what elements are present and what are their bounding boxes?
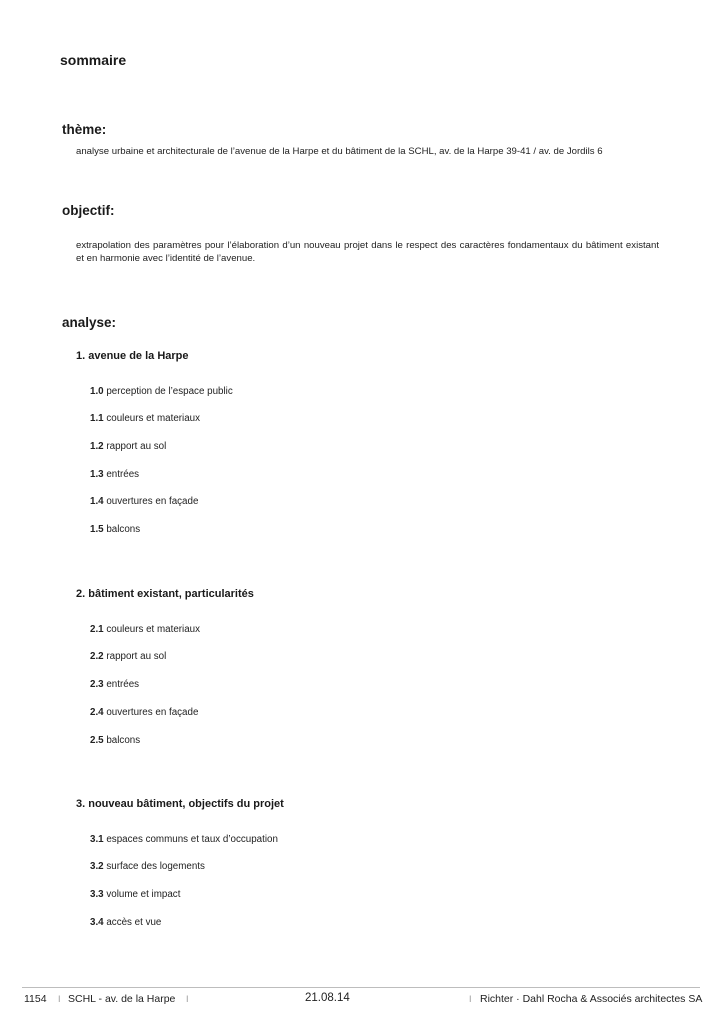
toc-item-number: 3.1 bbox=[90, 834, 104, 845]
toc-item[interactable] bbox=[90, 889, 180, 900]
toc-item[interactable] bbox=[90, 386, 233, 397]
section-title: 1. avenue de la Harpe bbox=[76, 350, 189, 362]
toc-item-number: 1.4 bbox=[90, 496, 104, 507]
toc-item[interactable] bbox=[90, 524, 140, 535]
toc-item-label: volume et impact bbox=[106, 889, 181, 900]
toc-item-label: accès et vue bbox=[106, 917, 162, 928]
toc-item-label: rapport au sol bbox=[106, 441, 167, 452]
objectif-text: extrapolation des paramètres pour l’élaboration d’un nouveau projet dans le respect des caractères fondamentaux du bâtiment existant et en harmonie avec l’identité de l’avenue. bbox=[76, 240, 659, 264]
footer-firm: Richter · Dahl Rocha & Associés architectes SA bbox=[480, 993, 703, 1005]
toc-item[interactable] bbox=[90, 469, 139, 480]
toc-item-label: ouvertures en façade bbox=[106, 496, 199, 507]
toc-item-number: 1.3 bbox=[90, 469, 104, 480]
toc-item[interactable] bbox=[90, 441, 166, 452]
page-title: sommaire bbox=[60, 52, 127, 68]
toc-item-number: 2.1 bbox=[90, 624, 104, 635]
section-title: 2. bâtiment existant, particularités bbox=[76, 588, 254, 600]
footer-page-number: 1154 bbox=[24, 993, 47, 1005]
toc-item-number: 1.1 bbox=[90, 413, 104, 424]
toc-item[interactable] bbox=[90, 707, 198, 718]
toc-item-label: rapport au sol bbox=[106, 651, 167, 662]
toc-item-label: entrées bbox=[106, 469, 140, 480]
toc-item-number: 1.5 bbox=[90, 524, 104, 535]
footer-separator: I bbox=[58, 994, 61, 1004]
toc-item-number: 3.2 bbox=[90, 861, 104, 872]
toc-item-number: 2.2 bbox=[90, 651, 104, 662]
toc-item-number: 3.3 bbox=[90, 889, 104, 900]
toc-item-label: ouvertures en façade bbox=[106, 707, 199, 718]
toc-item-number: 1.2 bbox=[90, 441, 104, 452]
toc-item-number: 1.0 bbox=[90, 386, 104, 397]
toc-item-label: perception de l’espace public bbox=[106, 386, 233, 397]
objectif-heading: objectif: bbox=[62, 203, 115, 218]
toc-item-label: espaces communs et taux d’occupation bbox=[106, 834, 278, 845]
toc-item-number: 3.4 bbox=[90, 917, 104, 928]
footer-date: 21.08.14 bbox=[305, 992, 350, 1004]
analyse-heading: analyse: bbox=[62, 315, 117, 330]
toc-item-label: balcons bbox=[106, 524, 141, 535]
toc-item-number: 2.5 bbox=[90, 735, 104, 746]
footer-separator: I bbox=[469, 994, 472, 1004]
toc-item-label: surface des logements bbox=[106, 861, 205, 872]
toc-item-label: couleurs et materiaux bbox=[106, 413, 201, 424]
footer-divider bbox=[22, 987, 700, 988]
toc-item-label: entrées bbox=[106, 679, 140, 690]
footer-project: SCHL - av. de la Harpe bbox=[68, 993, 176, 1005]
section-title: 3. nouveau bâtiment, objectifs du projet bbox=[76, 798, 284, 810]
toc-item[interactable] bbox=[90, 651, 166, 662]
toc-item[interactable] bbox=[90, 917, 161, 928]
toc-item[interactable] bbox=[90, 496, 198, 507]
toc-item[interactable] bbox=[90, 861, 205, 872]
toc-item-number: 2.4 bbox=[90, 707, 104, 718]
toc-item[interactable] bbox=[90, 624, 200, 635]
toc-item-label: balcons bbox=[106, 735, 141, 746]
toc-item[interactable] bbox=[90, 834, 278, 845]
toc-item-label: couleurs et materiaux bbox=[106, 624, 201, 635]
toc-item[interactable] bbox=[90, 679, 139, 690]
toc-item[interactable] bbox=[90, 735, 140, 746]
theme-heading: thème: bbox=[62, 122, 107, 137]
theme-text: analyse urbaine et architecturale de l’avenue de la Harpe et du bâtiment de la SCHL, av. de la Harpe 39-41 / av. de Jordils 6 bbox=[76, 146, 603, 157]
footer-separator: I bbox=[186, 994, 189, 1004]
toc-item[interactable] bbox=[90, 413, 200, 424]
toc-item-number: 2.3 bbox=[90, 679, 104, 690]
